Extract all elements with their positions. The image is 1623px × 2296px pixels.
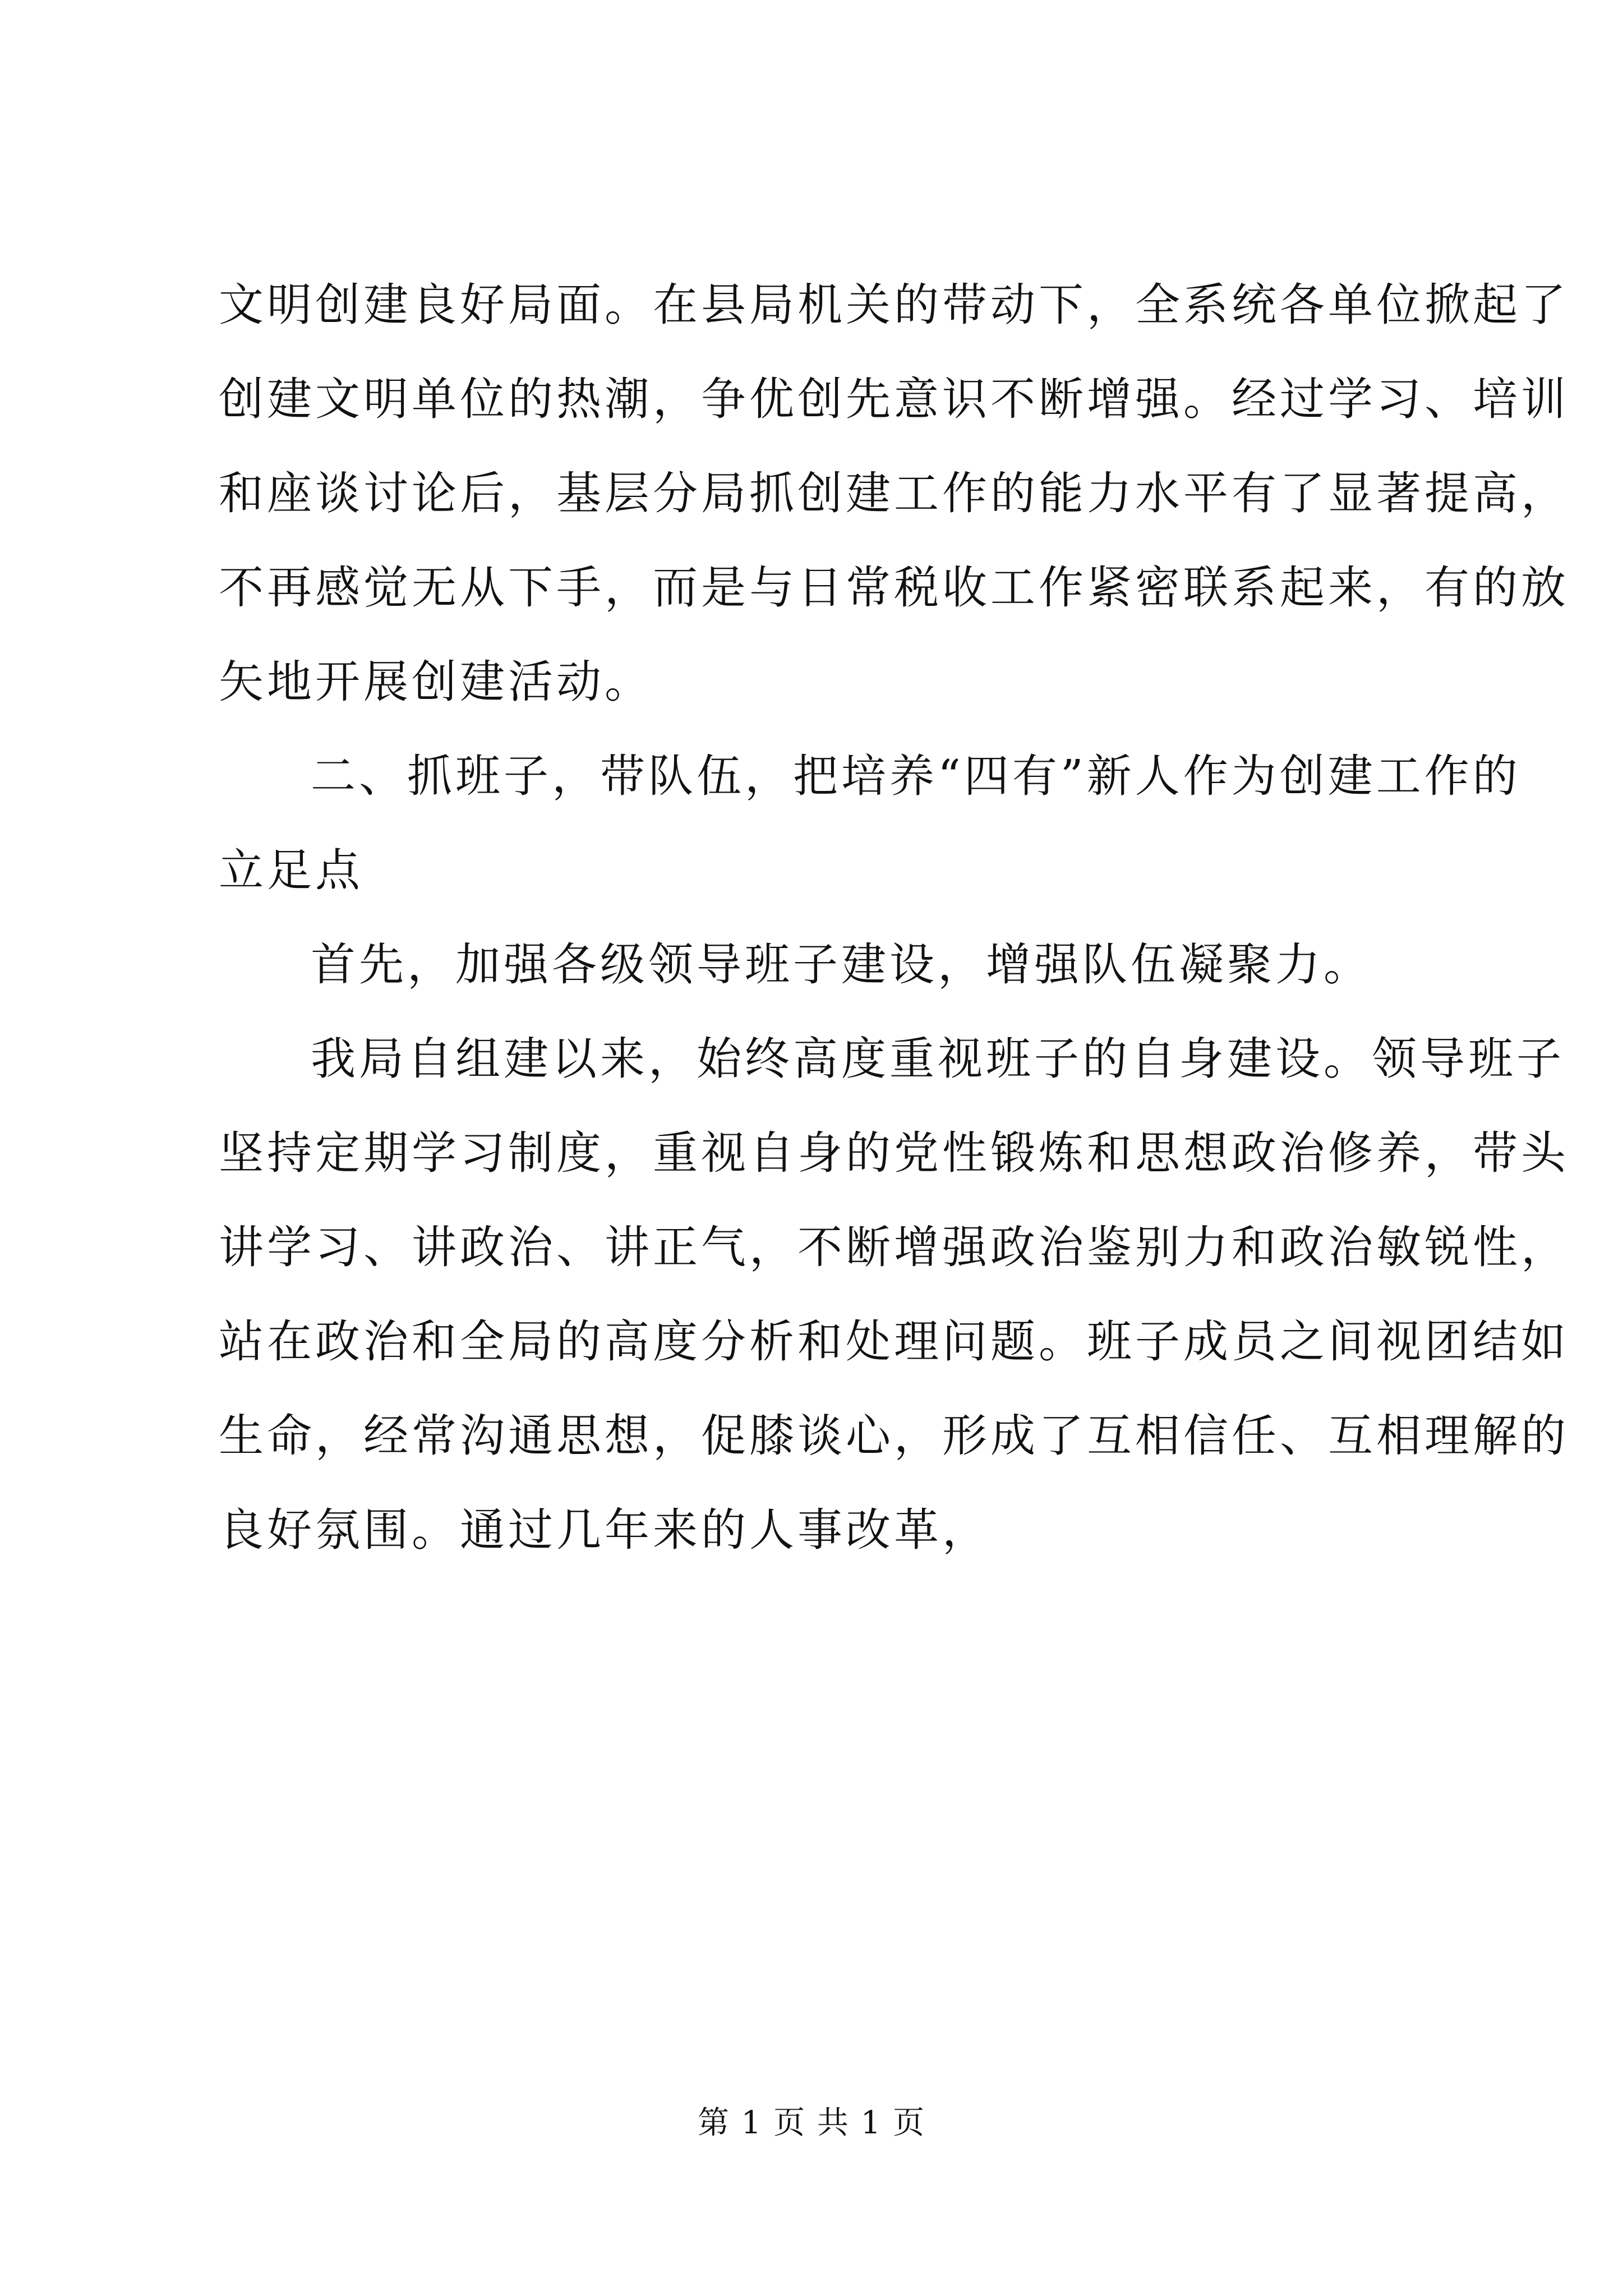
- page-number-label: 第 1 页 共 1 页: [697, 2105, 926, 2141]
- text-line-5: 矢地开展创建活动。: [219, 656, 653, 708]
- text-line-9: 我局自组建以来，始终高度重视班子的自身建设。领导班子: [311, 1033, 1565, 1085]
- text-line-10: 坚持定期学习制度，重视自身的党性锻炼和思想政治修养，带头: [219, 1127, 1569, 1179]
- page-footer: [0, 2101, 1623, 2146]
- document-body: [219, 258, 1569, 1577]
- text-line-14: 良好氛围。通过几年来的人事改革，: [219, 1504, 990, 1556]
- text-line-13: 生命，经常沟通思想，促膝谈心，形成了互相信任、互相理解的: [219, 1410, 1569, 1462]
- text-line-12: 站在政治和全局的高度分析和处理问题。班子成员之间视团结如: [219, 1315, 1569, 1368]
- text-line-2: 创建文明单位的热潮，争优创先意识不断增强。经过学习、培训: [219, 373, 1569, 425]
- section-heading-line-2: 立足点: [219, 844, 363, 896]
- text-line-11: 讲学习、讲政治、讲正气，不断增强政治鉴别力和政治敏锐性，: [219, 1221, 1569, 1273]
- text-line-4: 不再感觉无从下手，而是与日常税收工作紧密联系起来，有的放: [219, 562, 1569, 614]
- section-heading-line-1: 二、抓班子，带队伍，把培养“四有”新人作为创建工作的: [311, 750, 1521, 802]
- subheading-line: 首先，加强各级领导班子建设，增强队伍凝聚力。: [311, 938, 1372, 991]
- text-line-1: 文明创建良好局面。在县局机关的带动下，全系统各单位掀起了: [219, 279, 1569, 331]
- text-line-3: 和座谈讨论后，基层分局抓创建工作的能力水平有了显著提高，: [219, 467, 1569, 519]
